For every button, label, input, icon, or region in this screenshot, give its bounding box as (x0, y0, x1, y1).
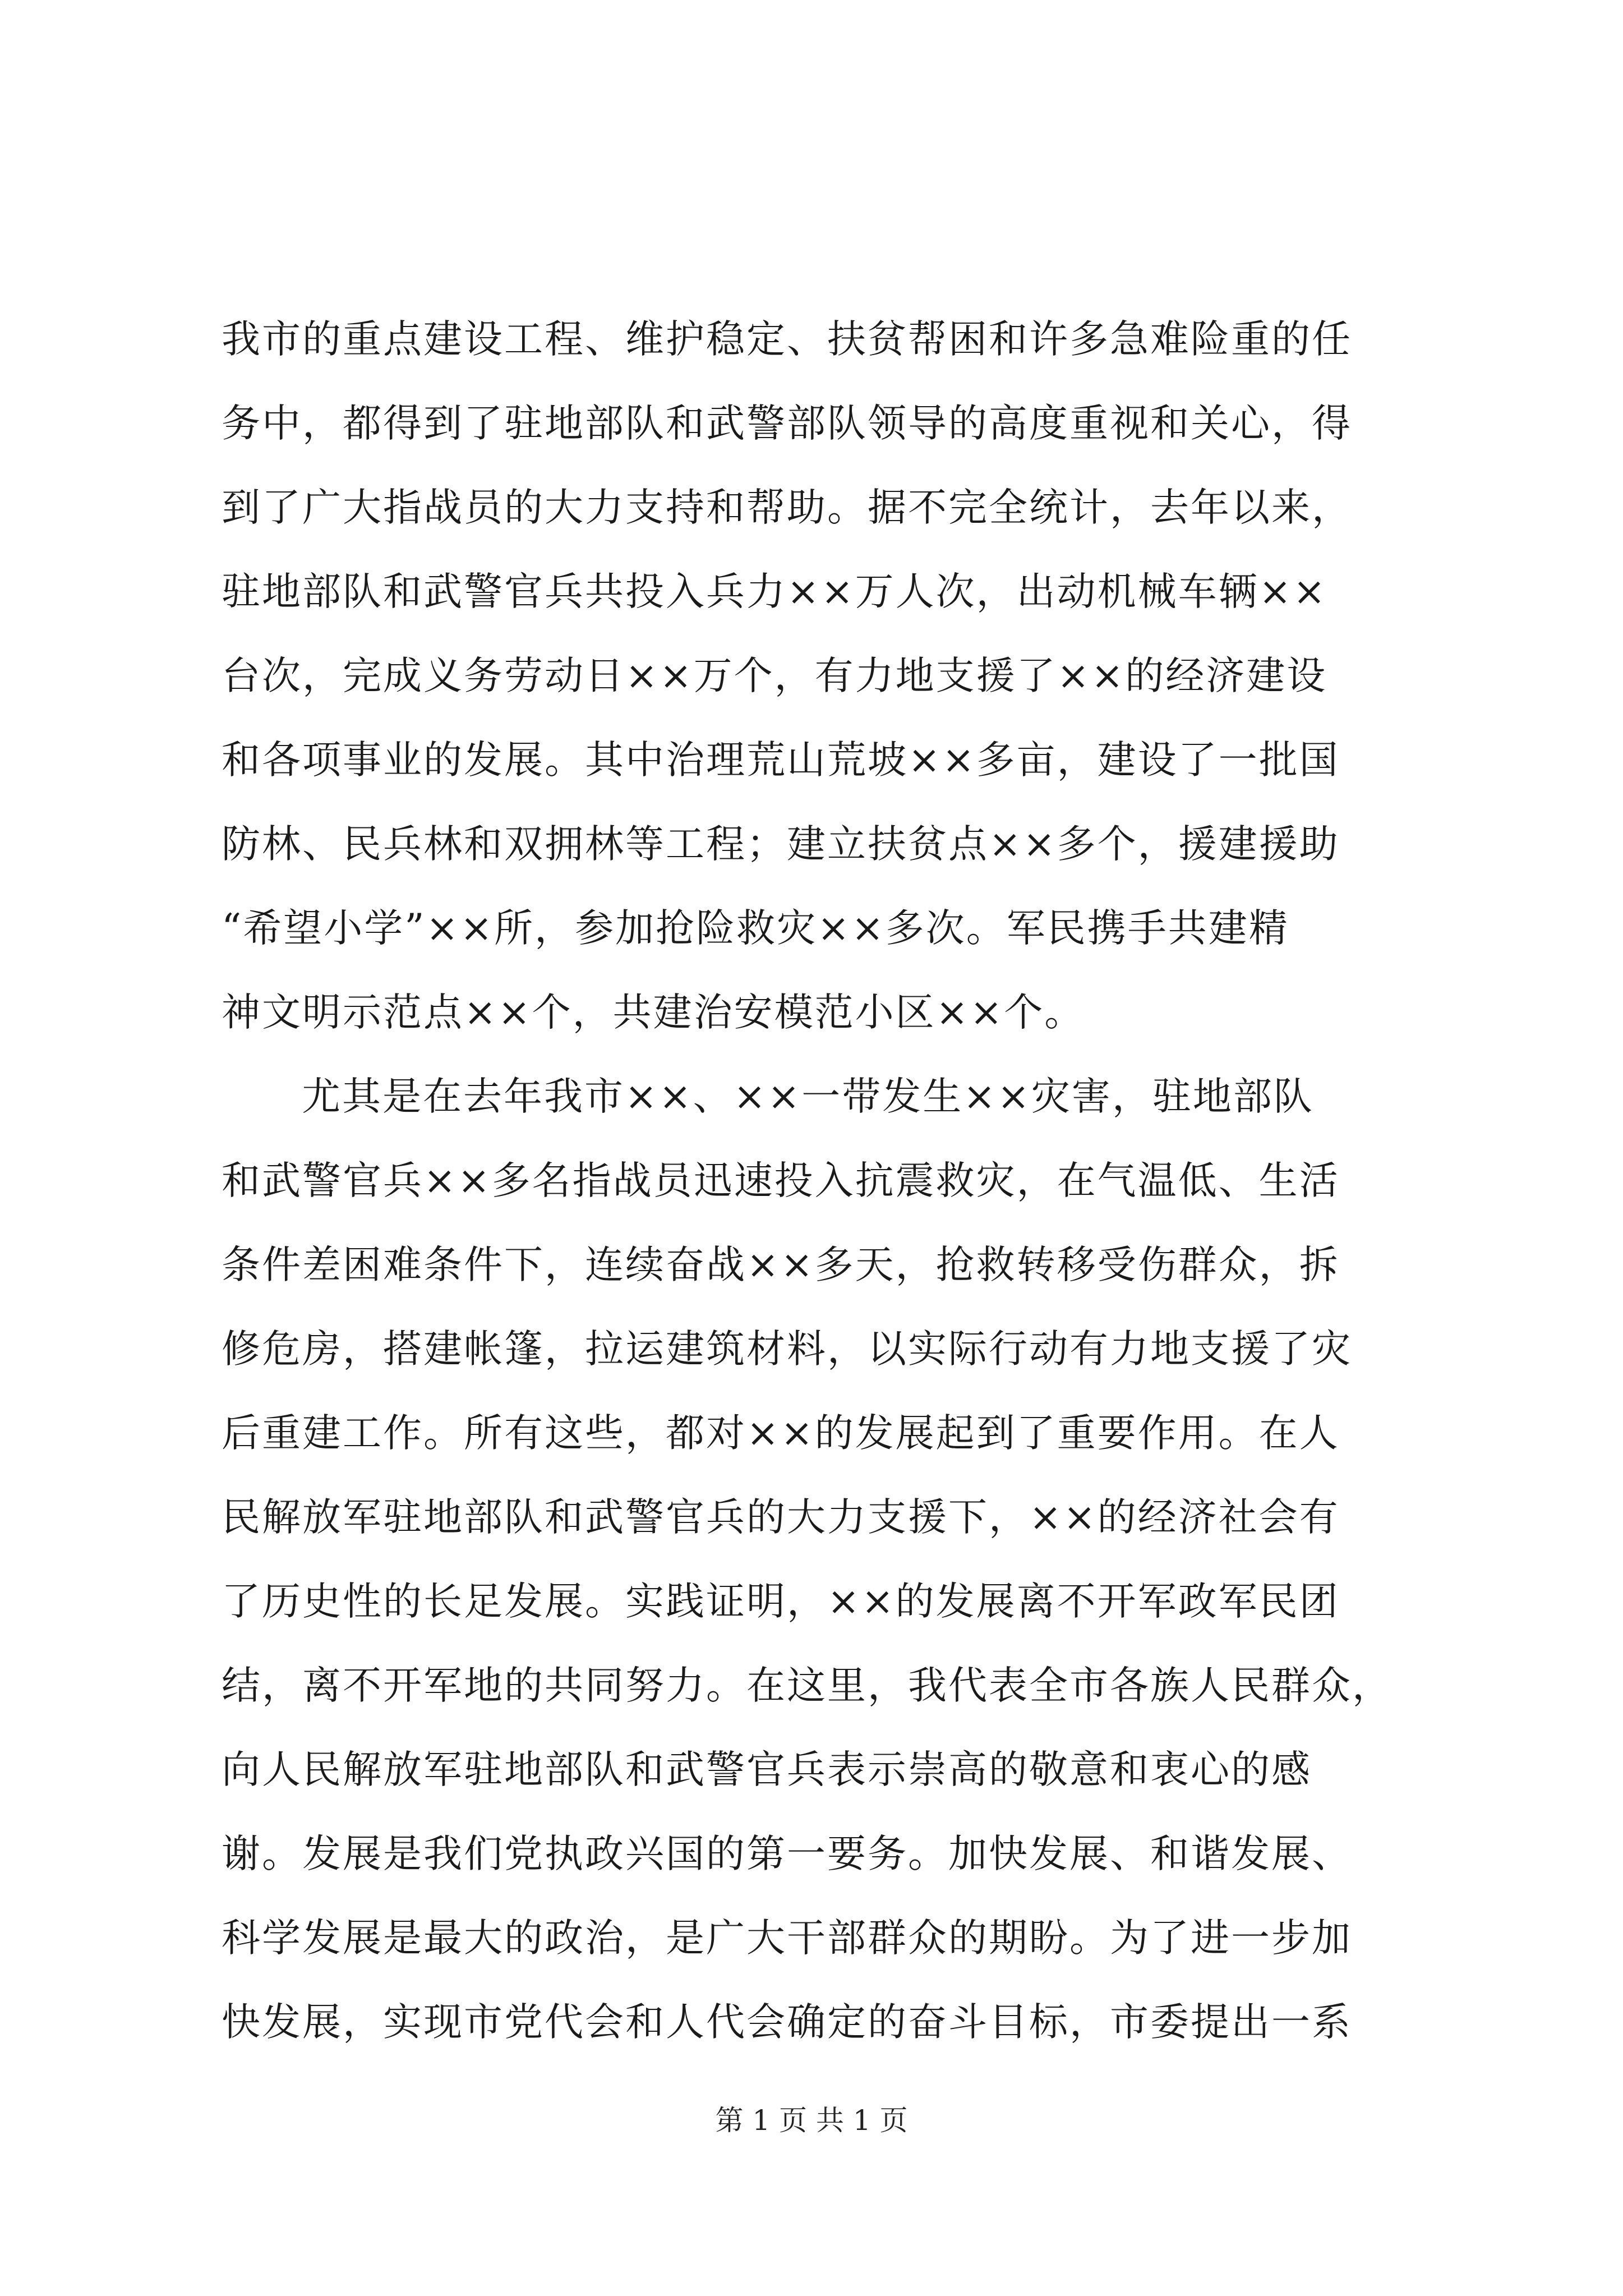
text-line: 尤其是在去年我市××、××一带发生××灾害，驻地部队 (302, 1074, 1314, 1119)
text-line: 防林、民兵林和双拥林等工程；建立扶贫点××多个，援建援助 (222, 822, 1340, 867)
text-line: 和各项事业的发展。其中治理荒山荒坡××多亩，建设了一批国 (222, 738, 1340, 783)
document-body (222, 297, 1422, 2064)
text-line: “希望小学”××所，参加抢险救灾××多次。军民携手共建精 (222, 906, 1289, 951)
text-line: 向人民解放军驻地部队和武警官兵表示崇高的敬意和衷心的感 (222, 1747, 1312, 1792)
text-line: 台次，完成义务劳动日××万个，有力地支援了××的经济建设 (222, 654, 1327, 698)
text-line: 后重建工作。所有这些，都对××的发展起到了重要作用。在人 (222, 1411, 1340, 1456)
text-line: 务中，都得到了驻地部队和武警部队领导的高度重视和关心，得 (222, 401, 1352, 446)
page-footer: 第 1 页 共 1 页 (715, 2104, 908, 2137)
text-line: 民解放军驻地部队和武警官兵的大力支援下，××的经济社会有 (222, 1495, 1340, 1540)
text-line: 谢。发展是我们党执政兴国的第一要务。加快发展、和谐发展、 (222, 1832, 1352, 1876)
text-line: 和武警官兵××多名指战员迅速投入抗震救灾，在气温低、生活 (222, 1158, 1340, 1203)
text-line: 条件差困难条件下，连续奋战××多天，抢救转移受伤群众，拆 (222, 1243, 1340, 1287)
paragraph (222, 297, 1422, 1055)
text-line: 科学发展是最大的政治，是广大干部群众的期盼。为了进一步加 (222, 1916, 1352, 1961)
text-line: 结，离不开军地的共同努力。在这里，我代表全市各族人民群众， (222, 1663, 1393, 1708)
text-line: 我市的重点建设工程、维护稳定、扶贫帮困和许多急难险重的任 (222, 317, 1352, 362)
text-line: 修危房，搭建帐篷，拉运建筑材料，以实际行动有力地支援了灾 (222, 1327, 1352, 1372)
text-line: 到了广大指战员的大力支持和帮助。据不完全统计，去年以来， (222, 485, 1352, 530)
text-line: 神文明示范点××个，共建治安模范小区××个。 (222, 990, 1085, 1035)
text-line: 快发展，实现市党代会和人代会确定的奋斗目标，市委提出一系 (222, 2000, 1352, 2045)
text-line: 驻地部队和武警官兵共投入兵力××万人次，出动机械车辆×× (222, 569, 1327, 614)
paragraph (222, 1055, 1422, 2064)
text-line: 了历史性的长足发展。实践证明，××的发展离不开军政军民团 (222, 1579, 1340, 1624)
